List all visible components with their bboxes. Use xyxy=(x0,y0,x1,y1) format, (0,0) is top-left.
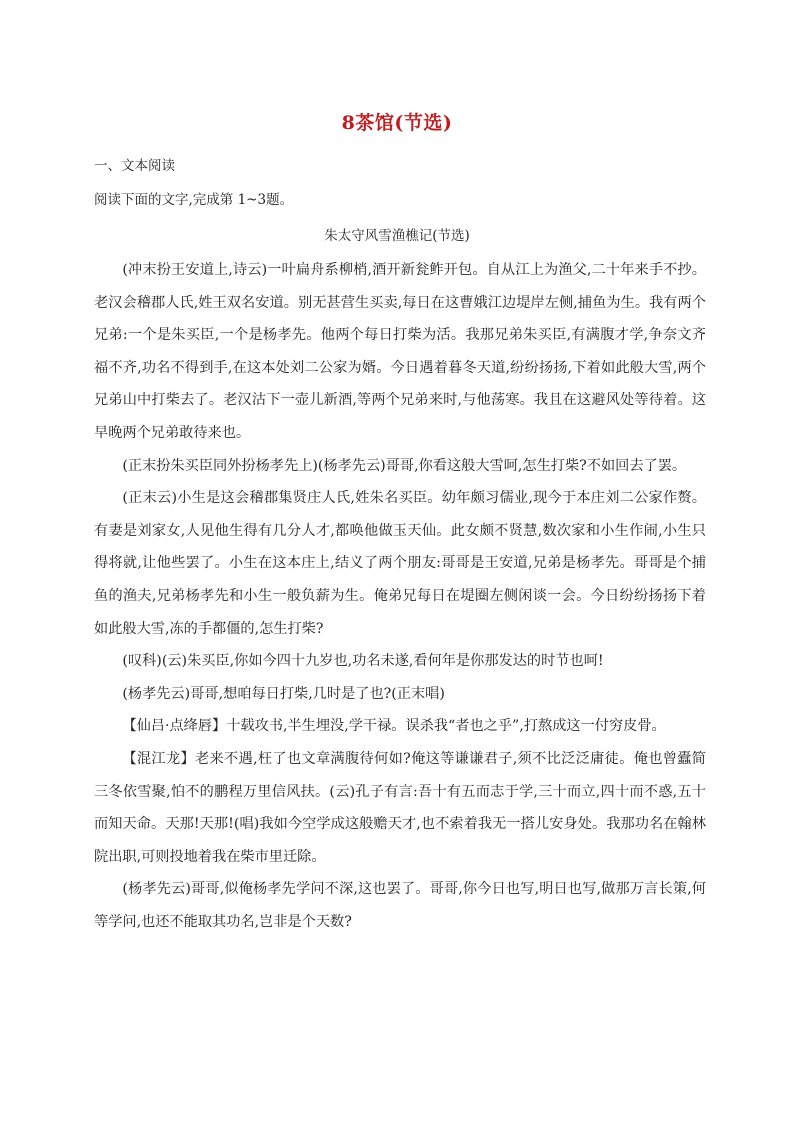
paragraph: (正末扮朱买臣同外扮杨孝先上)(杨孝先云)哥哥,你看这般大雪呵,怎生打柴?不如回去了罢。 xyxy=(122,457,687,474)
instruction-text: 阅读下面的文字,完成第 1~3题。 xyxy=(94,192,294,208)
paragraph: (正末云)小生是这会稽郡集贤庄人氏,姓朱名买臣。幼年颇习儒业,现今于本庄刘二公家作赘。有妻是刘家女,人见他生得有几分人才,都唤他做玉天仙。此女颇不贤慧,数次家和小生作闹,小生只得将就,让他些罢了。小生在这本庄上,结义了两个朋友:哥哥是王安道,兄弟是杨孝先。哥哥是个捕鱼的渔夫,兄弟杨孝先和小生一般负薪为生。俺弟兄每日在堤圈左侧闲谈一会。今日纷纷扬扬下着如此般大雪,冻的手都僵的,怎生打柴? xyxy=(94,490,706,637)
paragraph: (杨孝先云)哥哥,似俺杨孝先学问不深,这也罢了。哥哥,你今日也写,明日也写,做那万言长策,何等学问,也还不能取其功名,岂非是个天数? xyxy=(94,881,706,930)
paragraph: 【仙吕·点绛唇】十载攻书,半生埋没,学干禄。误杀我“者也之乎”,打熬成这一付穷皮骨。 xyxy=(122,718,666,735)
paragraph: (叹科)(云)朱买臣,你如今四十九岁也,功名未遂,看何年是你那发达的时节也呵! xyxy=(122,653,604,670)
page-title: 8茶馆(节选) xyxy=(341,112,453,134)
section-heading: 一、文本阅读 xyxy=(94,158,175,174)
passage-title: 朱太守风雪渔樵记(节选) xyxy=(324,228,470,244)
paragraph: (杨孝先云)哥哥,想咱每日打柴,几时是了也?(正末唱) xyxy=(122,685,445,702)
paragraph: (冲末扮王安道上,诗云)一叶扁舟系柳梢,酒开新瓮鲊开包。自从江上为渔父,二十年来手不抄。老汉会稽郡人氏,姓王双名安道。别无甚营生买卖,每日在这曹娥江边堤岸左侧,捕鱼为生。我有两个兄弟:一个是朱买臣,一个是杨孝先。他两个每日打柴为活。我那兄弟朱买臣,有满腹才学,争奈文齐福不齐,功名不得到手,在这本处刘二公家为婿。今日遇着暮冬天道,纷纷扬扬,下着如此般大雪,两个兄弟山中打柴去了。老汉沽下一壶儿新酒,等两个兄弟来时,与他荡寒。我且在这避风处等待着。这早晚两个兄弟敢待来也。 xyxy=(94,262,706,441)
passage-body xyxy=(94,254,706,938)
paragraph: 【混江龙】老来不遇,枉了也文章满腹待何如?俺这等谦谦君子,须不比泛泛庸徒。俺也曾蠹简三冬依雪聚,怕不的鹏程万里信风扶。(云)孔子有言:吾十有五而志于学,三十而立,四十而不惑,五十而知天命。天那!天那!(唱)我如今空学成这般赡天才,也不索着我无一搭儿安身处。我那功名在翰林院出职,可则投地着我在柴市里迁除。 xyxy=(94,750,706,865)
